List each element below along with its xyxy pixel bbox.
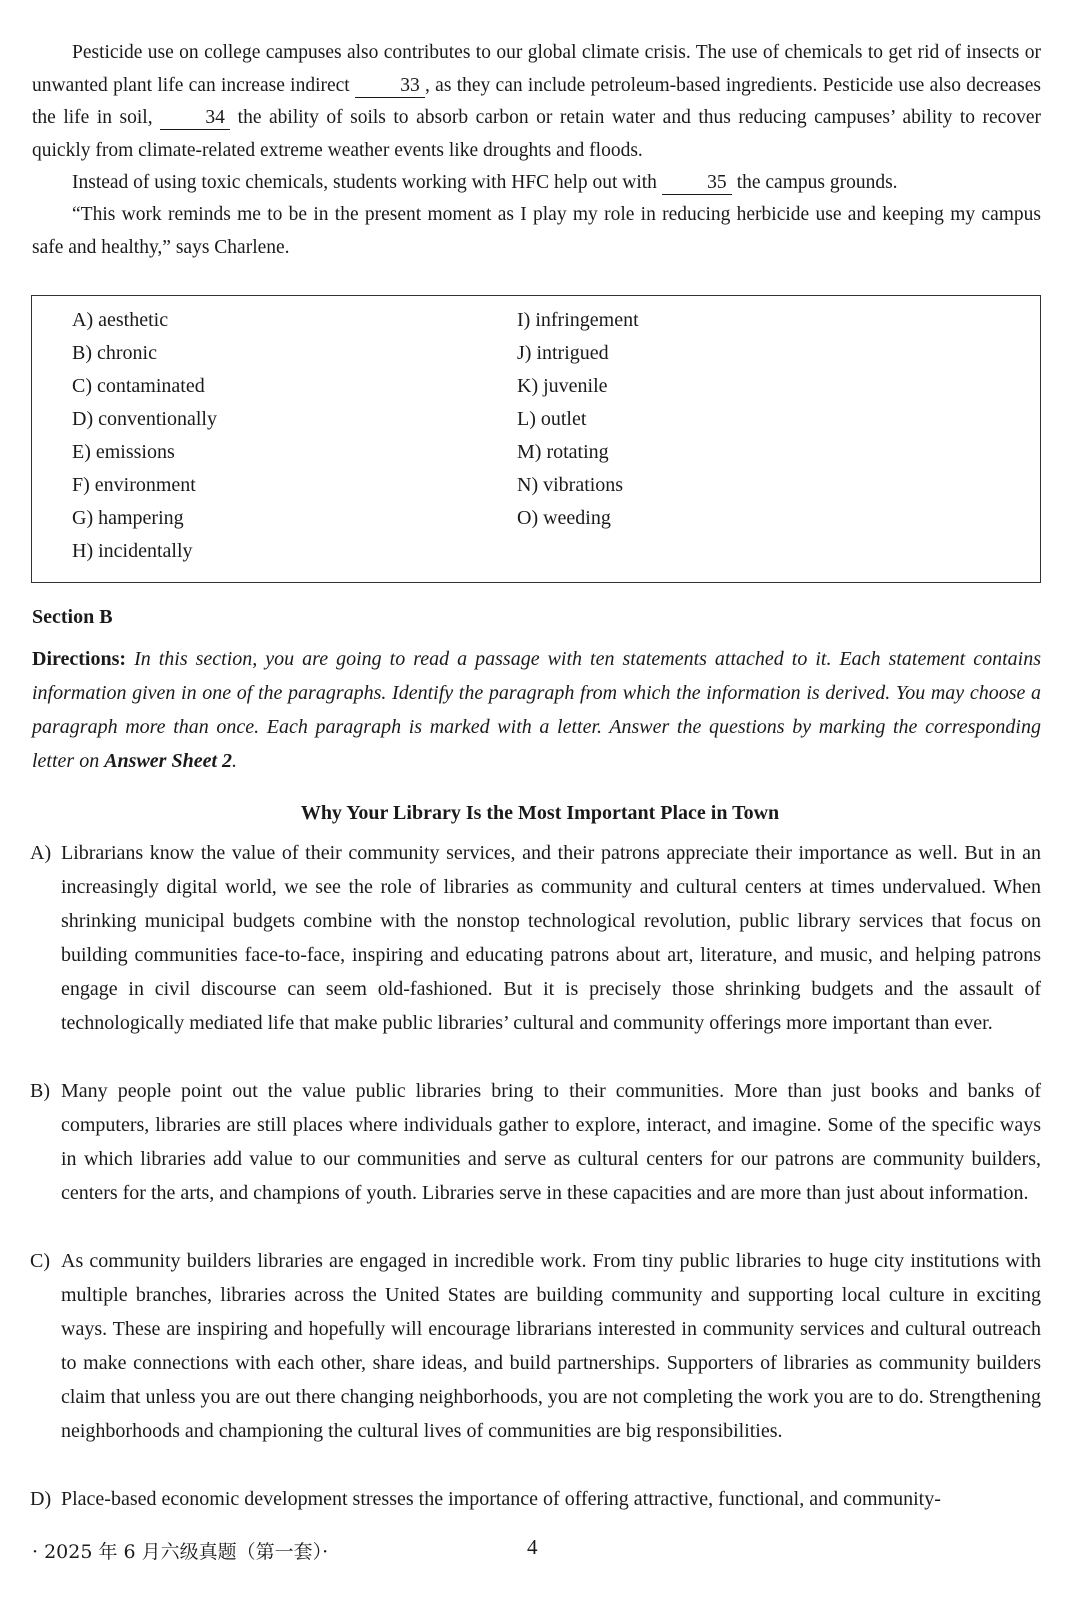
text-fragment: , as they can include petroleum-based ingredients. Pesticide use also decreases the life in soil,: [32, 74, 1041, 129]
directions: [32, 642, 1041, 778]
passage-paragraph-pesticide: [32, 37, 1041, 168]
paragraph-letter: B): [30, 1080, 50, 1102]
passage-paragraph-d: [30, 1482, 1041, 1516]
text-fragment: Instead of using toxic chemicals, students working with HFC help out with: [72, 172, 662, 193]
word-option: I) infringement: [517, 309, 639, 331]
passage-paragraph-hfc: [32, 167, 1041, 200]
footer-label: · 2025 年 6 月六级真题（第一套）·: [32, 1541, 329, 1563]
directions-text: In this section, you are going to read a passage with ten statements attached to it. Each statement contains information given in one of the paragraphs. Identify the paragraph from which the information is derived. You may choose a paragraph more than once. Each paragraph is marked with a letter. Answer the questions by marking the corresponding letter on: [32, 648, 1041, 772]
paragraph-text: Many people point out the value public libraries bring to their communities. More than just books and banks of computers, libraries are still places where individuals gather to explore, interact, and imagine. Some of the specific ways in which libraries add value to our communities and serve as cultural centers for our patrons are community builders, centers for the arts, and champions of youth. Libraries serve in these capacities and are more than just about information.: [61, 1080, 1041, 1204]
word-bank-left-column: [72, 304, 217, 568]
paragraph-text: Librarians know the value of their community services, and their patrons appreciate their importance as well. But in an increasingly digital world, we see the role of libraries as community and cultural centers at times undervalued. When shrinking municipal budgets combine with the nonstop technological revolution, public library services that focus on building communities face-to-face, inspiring and educating patrons about art, literature, and music, and helping patrons engage in civil discourse can seem old-fashioned. But it is precisely those shrinking budgets and the assault of technologically mediated life that make public libraries’ cultural and community offerings more important than ever.: [61, 842, 1041, 1034]
word-bank-right-column: [517, 304, 639, 535]
directions-end: .: [232, 750, 238, 772]
passage-title: Why Your Library Is the Most Important Place in Town: [300, 802, 780, 824]
word-option: M) rotating: [517, 441, 609, 463]
word-option: K) juvenile: [517, 375, 608, 397]
word-option: O) weeding: [517, 507, 611, 529]
word-option: E) emissions: [72, 441, 175, 463]
page-number: 4: [527, 1535, 538, 1559]
paragraph-letter: A): [30, 842, 52, 864]
blank-33: 33: [355, 75, 425, 98]
word-option: J) intrigued: [517, 342, 609, 364]
text-fragment: the campus grounds.: [731, 172, 898, 193]
word-option: G) hampering: [72, 507, 184, 529]
word-option: F) environment: [72, 474, 196, 496]
passage-paragraph-c: [30, 1244, 1041, 1448]
word-option: N) vibrations: [517, 474, 624, 496]
passage-paragraph-b: [30, 1074, 1041, 1210]
blank-34: 34: [160, 107, 230, 130]
word-option: L) outlet: [517, 408, 587, 430]
word-option: H) incidentally: [72, 540, 193, 562]
blank-35: 35: [662, 172, 732, 195]
text-fragment: the ability of soils to absorb carbon or retain water and thus reducing campuses’ ability to recover quickly from climate-related extreme weather events like droughts and floods.: [32, 107, 1041, 162]
section-heading: Section B: [32, 606, 113, 628]
paragraph-text: As community builders libraries are engaged in incredible work. From tiny public libraries to huge city institutions with multiple branches, libraries across the United States are building community and supporting local culture in exciting ways. These are inspiring and hopefully will encourage librarians interested in community services and cultural outreach to make connections with each other, share ideas, and build partnerships. Supporters of libraries as community builders claim that unless you are out there changing neighborhoods, you are not completing the work you are to do. Strengthening neighborhoods and championing the cultural lives of communities are big responsibilities.: [61, 1250, 1041, 1442]
passage-paragraph-quote: “This work reminds me to be in the present moment as I play my role in reducing herbicide use and keeping my campus safe and healthy,” says Charlene.: [32, 204, 1041, 258]
word-option: B) chronic: [72, 342, 157, 364]
word-option: C) contaminated: [72, 375, 205, 397]
text-fragment: Pesticide use on college campuses also contributes to our global climate crisis. The use of chemicals to get rid of insects or unwanted plant life can increase indirect: [32, 42, 1041, 96]
answer-sheet-ref: Answer Sheet 2: [104, 750, 233, 772]
paragraph-letter: C): [30, 1250, 50, 1272]
paragraph-letter: D): [30, 1488, 52, 1510]
word-option: A) aesthetic: [72, 309, 169, 331]
passage-paragraph-a: [30, 836, 1041, 1040]
word-bank-box: [31, 295, 1041, 583]
word-option: D) conventionally: [72, 408, 217, 430]
directions-label: Directions:: [32, 648, 127, 670]
paragraph-text: Place-based economic development stresses the importance of offering attractive, functional, and community-: [61, 1488, 941, 1510]
